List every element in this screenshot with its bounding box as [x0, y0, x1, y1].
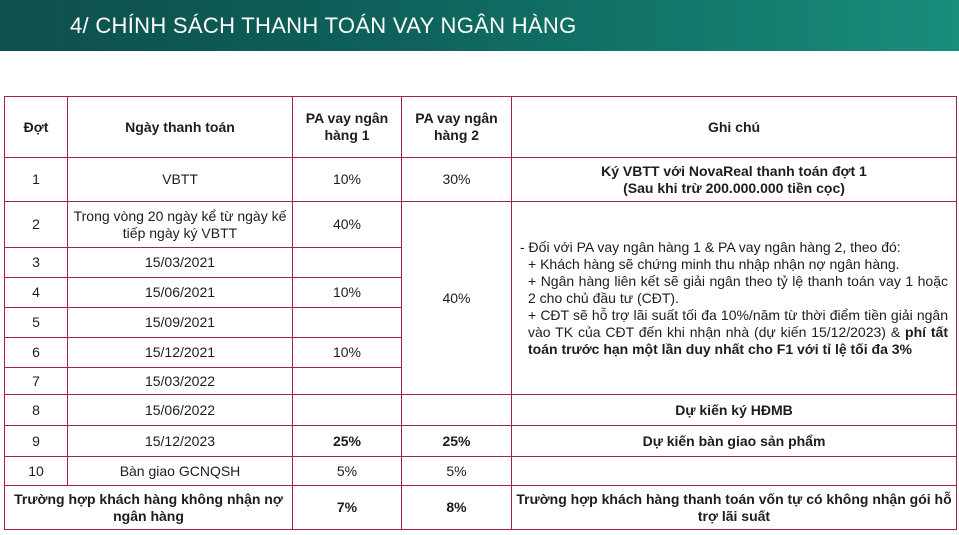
note-line: Ký VBTT với NovaReal thanh toán đợt 1	[601, 162, 867, 179]
col-header-pa2: PA vay ngân hàng 2	[402, 97, 512, 158]
table-row	[5, 158, 957, 202]
cell-dot: 5	[5, 308, 68, 338]
cell-pa2-merged: 40%	[402, 202, 512, 395]
note-line	[520, 307, 948, 358]
cell-dot: 8	[5, 395, 68, 426]
cell-pa1: 5%	[293, 457, 402, 486]
cell-pa1	[293, 395, 402, 426]
cell-note: Dự kiến ký HĐMB	[512, 395, 957, 426]
cell-pa1	[293, 308, 402, 338]
col-header-date: Ngày thanh toán	[68, 97, 293, 158]
cell-pa2: 25%	[402, 426, 512, 457]
cell-date: 15/12/2021	[68, 338, 293, 368]
col-header-dot: Đợt	[5, 97, 68, 158]
note-text: + CĐT sẽ hỗ trợ lãi suất tối đa 10%/năm từ thời điểm tiền giải ngân vào TK của CĐT đến khi nhận nhà (dự kiến 15/12/2023) &	[528, 306, 948, 340]
col-header-pa1: PA vay ngân hàng 1	[293, 97, 402, 158]
table-header-row	[5, 97, 957, 158]
cell-date: 15/06/2022	[68, 395, 293, 426]
cell-pa1: 25%	[293, 426, 402, 457]
footer-label: Trường hợp khách hàng không nhận nợ ngân hàng	[5, 486, 293, 530]
payment-policy-table	[4, 96, 957, 530]
table-row	[5, 426, 957, 457]
section-banner	[0, 0, 959, 51]
cell-pa2: 30%	[402, 158, 512, 202]
cell-date: 15/03/2022	[68, 368, 293, 395]
cell-pa1: 10%	[293, 278, 402, 308]
cell-date: 15/09/2021	[68, 308, 293, 338]
table-row	[5, 395, 957, 426]
table-row	[5, 202, 957, 248]
cell-dot: 4	[5, 278, 68, 308]
cell-dot: 9	[5, 426, 68, 457]
cell-dot: 7	[5, 368, 68, 395]
note-line: - Đối với PA vay ngân hàng 1 & PA vay ngân hàng 2, theo đó:	[520, 238, 901, 255]
cell-pa1	[293, 368, 402, 395]
cell-pa1: 10%	[293, 338, 402, 368]
table-row	[5, 457, 957, 486]
cell-note	[512, 158, 957, 202]
col-header-note: Ghi chú	[512, 97, 957, 158]
cell-pa1: 40%	[293, 202, 402, 248]
cell-date: 15/12/2023	[68, 426, 293, 457]
cell-note	[512, 457, 957, 486]
cell-note-merged	[512, 202, 957, 395]
note-line: + Khách hàng sẽ chứng minh thu nhập nhận nợ ngân hàng.	[528, 255, 900, 272]
note-line: (Sau khi trừ 200.000.000 tiền cọc)	[623, 179, 845, 196]
cell-pa1	[293, 248, 402, 278]
cell-note: Dự kiến bàn giao sản phẩm	[512, 426, 957, 457]
section-title: 4/ CHÍNH SÁCH THANH TOÁN VAY NGÂN HÀNG	[70, 13, 577, 38]
cell-date: VBTT	[68, 158, 293, 202]
cell-dot: 3	[5, 248, 68, 278]
cell-dot: 2	[5, 202, 68, 248]
cell-dot: 10	[5, 457, 68, 486]
footer-pa2: 8%	[402, 486, 512, 530]
footer-note: Trường hợp khách hàng thanh toán vốn tự có không nhận gói hỗ trợ lãi suất	[512, 486, 957, 530]
cell-pa1: 10%	[293, 158, 402, 202]
cell-date: Trong vòng 20 ngày kể từ ngày kế tiếp ngày ký VBTT	[68, 202, 293, 248]
note-bold-text: phí tất toán trước hạn một lần duy nhất cho F1 với tỉ lệ tối đa 3%	[528, 323, 949, 357]
cell-date: Bàn giao GCNQSH	[68, 457, 293, 486]
footer-pa1: 7%	[293, 486, 402, 530]
cell-dot: 1	[5, 158, 68, 202]
cell-date: 15/03/2021	[68, 248, 293, 278]
cell-pa2: 5%	[402, 457, 512, 486]
note-line: + Ngân hàng liên kết sẽ giải ngân theo tỷ lệ thanh toán vay 1 hoặc 2 cho chủ đầu tư (CĐT).	[528, 272, 948, 306]
cell-pa2	[402, 395, 512, 426]
cell-dot: 6	[5, 338, 68, 368]
cell-date: 15/06/2021	[68, 278, 293, 308]
table-footer-row	[5, 486, 957, 530]
